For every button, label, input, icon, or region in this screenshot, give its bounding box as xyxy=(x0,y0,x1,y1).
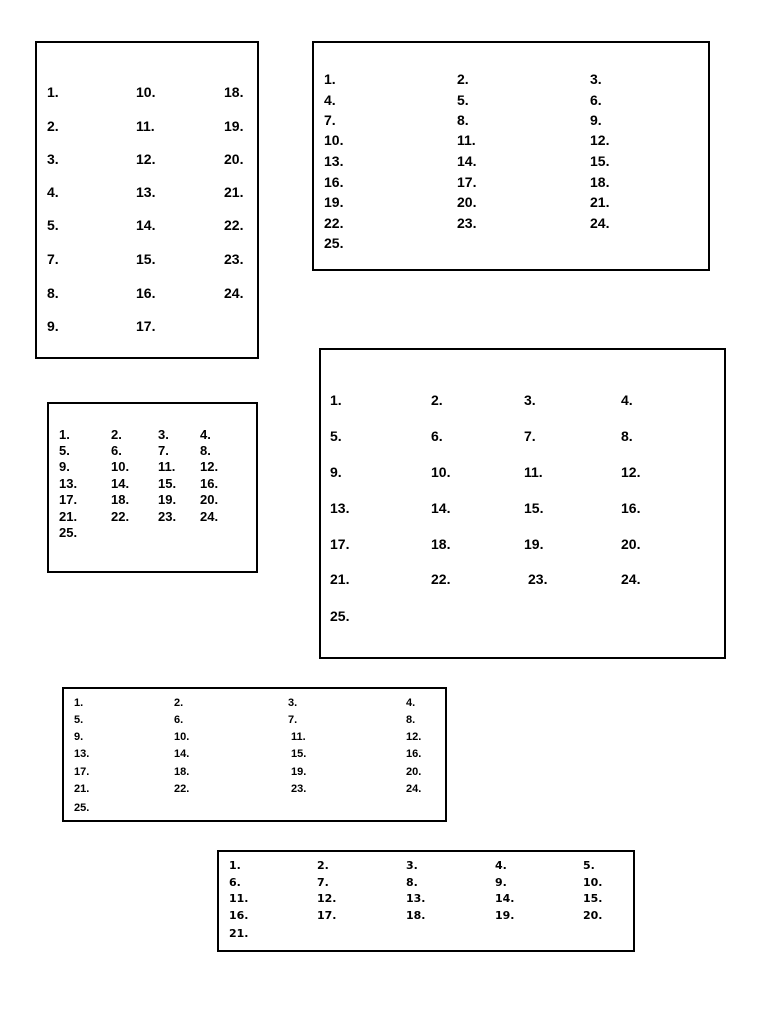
item-number-label: 4. xyxy=(495,859,507,872)
item-number-label: 6. xyxy=(590,92,602,108)
item-number-label: 16. xyxy=(200,476,219,491)
item-number-label: 23. xyxy=(158,509,177,524)
item-number-label: 2. xyxy=(457,71,469,87)
item-number-label: 10. xyxy=(431,464,451,480)
item-number-label: 1. xyxy=(74,697,84,709)
item-number-label: 21. xyxy=(224,184,244,200)
item-number-label: 18. xyxy=(174,766,190,778)
numbered-box-1 xyxy=(35,41,259,359)
item-number-label: 20. xyxy=(406,766,422,778)
item-number-label: 4. xyxy=(621,392,633,408)
item-number-label: 14. xyxy=(457,153,477,169)
item-number-label: 13. xyxy=(406,892,426,905)
item-number-label: 1. xyxy=(330,392,342,408)
item-number-label: 9. xyxy=(330,464,342,480)
item-number-label: 25. xyxy=(330,608,350,624)
item-number-label: 19. xyxy=(224,118,244,134)
item-number-label: 11. xyxy=(524,464,543,480)
item-number-label: 5. xyxy=(59,443,70,458)
item-number-label: 4. xyxy=(200,427,211,442)
numbered-box-5 xyxy=(62,687,447,822)
item-number-label: 8. xyxy=(621,428,633,444)
item-number-label: 6. xyxy=(431,428,443,444)
item-number-label: 7. xyxy=(158,443,169,458)
item-number-label: 15. xyxy=(583,892,603,905)
item-number-label: 25. xyxy=(59,525,78,540)
numbered-box-2 xyxy=(312,41,710,271)
item-number-label: 19. xyxy=(291,766,307,778)
item-number-label: 3. xyxy=(590,71,602,87)
item-number-label: 18. xyxy=(431,536,451,552)
item-number-label: 4. xyxy=(324,92,336,108)
item-number-label: 14. xyxy=(111,476,130,491)
item-number-label: 7. xyxy=(47,251,59,267)
item-number-label: 9. xyxy=(495,876,507,889)
item-number-label: 8. xyxy=(200,443,211,458)
item-number-label: 22. xyxy=(431,571,451,587)
item-number-label: 5. xyxy=(74,714,84,726)
item-number-label: 14. xyxy=(136,217,156,233)
item-number-label: 24. xyxy=(406,783,422,795)
item-number-label: 1. xyxy=(47,84,59,100)
item-number-label: 7. xyxy=(288,714,298,726)
item-number-label: 21. xyxy=(229,927,249,940)
item-number-label: 18. xyxy=(406,909,426,922)
item-number-label: 8. xyxy=(406,714,416,726)
item-number-label: 4. xyxy=(47,184,59,200)
item-number-label: 7. xyxy=(317,876,329,889)
item-number-label: 12. xyxy=(406,731,422,743)
item-number-label: 8. xyxy=(47,285,59,301)
item-number-label: 11. xyxy=(457,132,476,148)
item-number-label: 7. xyxy=(324,112,336,128)
item-number-label: 10. xyxy=(583,876,603,889)
item-number-label: 13. xyxy=(136,184,156,200)
item-number-label: 10. xyxy=(111,459,130,474)
item-number-label: 23. xyxy=(291,783,307,795)
item-number-label: 9. xyxy=(590,112,602,128)
item-number-label: 17. xyxy=(317,909,337,922)
item-number-label: 14. xyxy=(495,892,515,905)
item-number-label: 20. xyxy=(224,151,244,167)
item-number-label: 21. xyxy=(59,509,78,524)
item-number-label: 8. xyxy=(406,876,418,889)
item-number-label: 11. xyxy=(291,731,306,743)
item-number-label: 22. xyxy=(111,509,130,524)
item-number-label: 22. xyxy=(224,217,244,233)
item-number-label: 19. xyxy=(495,909,515,922)
item-number-label: 20. xyxy=(621,536,641,552)
item-number-label: 9. xyxy=(74,731,84,743)
item-number-label: 20. xyxy=(457,194,477,210)
item-number-label: 17. xyxy=(136,318,156,334)
item-number-label: 15. xyxy=(291,748,307,760)
item-number-label: 21. xyxy=(590,194,610,210)
item-number-label: 24. xyxy=(224,285,244,301)
item-number-label: 14. xyxy=(174,748,190,760)
item-number-label: 23. xyxy=(457,215,477,231)
item-number-label: 6. xyxy=(229,876,241,889)
item-number-label: 10. xyxy=(136,84,156,100)
item-number-label: 12. xyxy=(136,151,156,167)
item-number-label: 16. xyxy=(406,748,422,760)
item-number-label: 10. xyxy=(174,731,190,743)
item-number-label: 7. xyxy=(524,428,536,444)
item-number-label: 2. xyxy=(174,697,184,709)
item-number-label: 3. xyxy=(288,697,298,709)
item-number-label: 4. xyxy=(406,697,416,709)
item-number-label: 11. xyxy=(136,118,155,134)
item-number-label: 5. xyxy=(457,92,469,108)
item-number-label: 3. xyxy=(406,859,418,872)
item-number-label: 22. xyxy=(174,783,190,795)
item-number-label: 23. xyxy=(528,571,548,587)
item-number-label: 25. xyxy=(74,802,90,814)
item-number-label: 20. xyxy=(583,909,603,922)
item-number-label: 11. xyxy=(158,459,176,474)
item-number-label: 19. xyxy=(524,536,544,552)
item-number-label: 12. xyxy=(317,892,337,905)
item-number-label: 20. xyxy=(200,492,219,507)
item-number-label: 6. xyxy=(111,443,122,458)
item-number-label: 2. xyxy=(47,118,59,134)
item-number-label: 3. xyxy=(524,392,536,408)
item-number-label: 19. xyxy=(324,194,344,210)
item-number-label: 19. xyxy=(158,492,177,507)
item-number-label: 10. xyxy=(324,132,344,148)
item-number-label: 5. xyxy=(47,217,59,233)
item-number-label: 2. xyxy=(317,859,329,872)
item-number-label: 18. xyxy=(590,174,610,190)
item-number-label: 5. xyxy=(330,428,342,444)
item-number-label: 1. xyxy=(229,859,241,872)
item-number-label: 2. xyxy=(111,427,122,442)
item-number-label: 13. xyxy=(59,476,78,491)
item-number-label: 21. xyxy=(330,571,350,587)
item-number-label: 25. xyxy=(324,235,344,251)
item-number-label: 17. xyxy=(457,174,477,190)
item-number-label: 23. xyxy=(224,251,244,267)
numbered-box-6 xyxy=(217,850,635,952)
item-number-label: 24. xyxy=(590,215,610,231)
item-number-label: 12. xyxy=(621,464,641,480)
item-number-label: 12. xyxy=(200,459,219,474)
item-number-label: 9. xyxy=(47,318,59,334)
item-number-label: 14. xyxy=(431,500,451,516)
item-number-label: 1. xyxy=(59,427,70,442)
item-number-label: 11. xyxy=(229,892,249,905)
item-number-label: 12. xyxy=(590,132,610,148)
item-number-label: 5. xyxy=(583,859,595,872)
item-number-label: 2. xyxy=(431,392,443,408)
item-number-label: 17. xyxy=(330,536,350,552)
item-number-label: 13. xyxy=(324,153,344,169)
item-number-label: 24. xyxy=(200,509,219,524)
item-number-label: 16. xyxy=(621,500,641,516)
item-number-label: 18. xyxy=(111,492,130,507)
item-number-label: 15. xyxy=(136,251,156,267)
item-number-label: 18. xyxy=(224,84,244,100)
item-number-label: 16. xyxy=(324,174,344,190)
item-number-label: 16. xyxy=(229,909,249,922)
item-number-label: 8. xyxy=(457,112,469,128)
item-number-label: 3. xyxy=(47,151,59,167)
item-number-label: 13. xyxy=(74,748,90,760)
item-number-label: 15. xyxy=(590,153,610,169)
item-number-label: 15. xyxy=(524,500,544,516)
item-number-label: 13. xyxy=(330,500,350,516)
item-number-label: 17. xyxy=(74,766,90,778)
item-number-label: 15. xyxy=(158,476,177,491)
item-number-label: 24. xyxy=(621,571,641,587)
item-number-label: 3. xyxy=(158,427,169,442)
numbered-box-3 xyxy=(47,402,258,573)
item-number-label: 21. xyxy=(74,783,90,795)
item-number-label: 6. xyxy=(174,714,184,726)
numbered-box-4 xyxy=(319,348,726,659)
item-number-label: 1. xyxy=(324,71,336,87)
item-number-label: 17. xyxy=(59,492,78,507)
item-number-label: 22. xyxy=(324,215,344,231)
item-number-label: 16. xyxy=(136,285,156,301)
item-number-label: 9. xyxy=(59,459,70,474)
